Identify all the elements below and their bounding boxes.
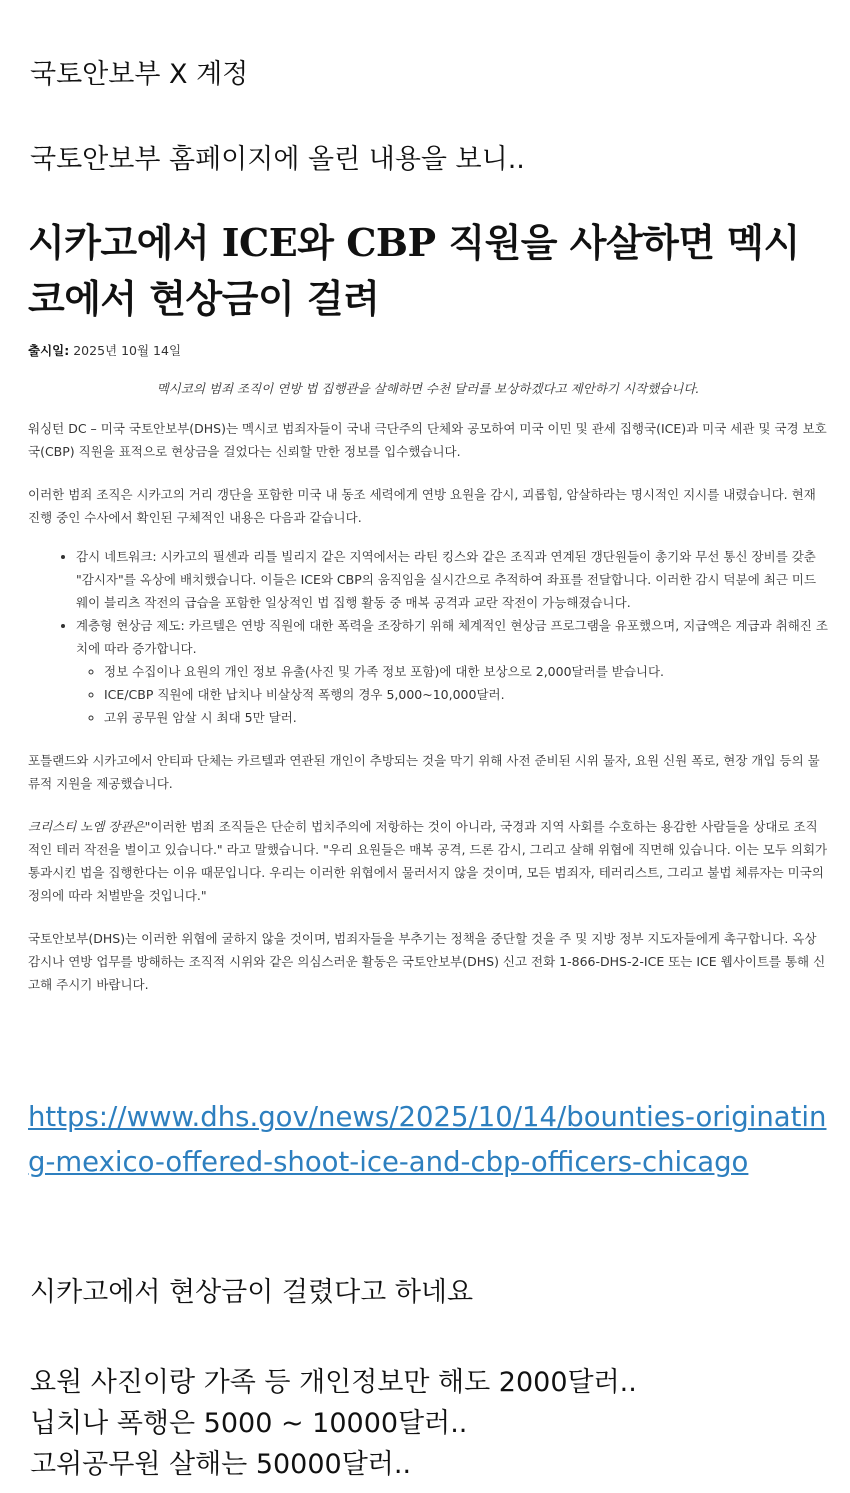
post-header: 국토안보부 X 계정 (30, 59, 249, 90)
article-subtitle: 멕시코의 범죄 조직이 연방 법 집행관을 살해하면 수천 달러를 보상하겠다고 제안하기 시작했습니다. (156, 381, 700, 396)
article-paragraph-3: 포틀랜드와 시카고에서 안티파 단체는 카르텔과 연관된 개인이 추방되는 것을 막기 위해 사전 준비된 시위 물자, 요원 신원 폭로, 현장 개입 등의 물류적 지원을 제공했습니다. (28, 753, 820, 791)
dhs-news-link[interactable]: https://www.dhs.gov/news/2025/10/14/bounties-originating-mexico-offered-shoot-ice-and-cbp-officers-chicago (28, 1101, 827, 1178)
article-paragraph-2: 이러한 범죄 조직은 시카고의 거리 갱단을 포함한 미국 내 동조 세력에게 연방 요원을 감시, 괴롭힘, 암살하라는 명시적인 지시를 내렸습니다. 현재 진행 중인 수사에서 확인된 구체적인 내용은 다음과 같습니다. (28, 487, 816, 525)
release-label: 출시일: (28, 343, 70, 358)
comment-line-4: 고위공무원 살해는 50000달러.. (30, 1449, 412, 1480)
sub-bullet-assault: ◦ ICE/CBP 직원에 대한 납치나 비살상적 폭행의 경우 5,000~10,000달러. (104, 683, 828, 706)
release-date (28, 341, 828, 359)
quote-speaker: 크리스티 노엠 장관은 (28, 819, 145, 834)
bullet-bounty (76, 614, 828, 729)
release-date-value: 2025년 10월 14일 (73, 343, 182, 358)
bullet-surveillance-text: 감시 네트워크: 시카고의 필센과 리틀 빌리지 같은 지역에서는 라틴 킹스와 같은 조직과 연계된 갱단원들이 총기와 무선 통신 장비를 갖춘 "감시자"를 옥상에 배치했습니다. 이들은 ICE와 CBP의 움직임을 실시간으로 추적하여 좌표를 전달합니다. 이러한 감시 덕분에 최근 미드웨이 블리츠 작전의 급습을 포함한 일상적인 법 집행 활동 중 매복 공격과 교란 작전이 가능해졌습니다. (76, 549, 817, 610)
comment-line-3: 닙치나 폭행은 5000 ~ 10000달러.. (30, 1408, 468, 1439)
article-bullet-list (28, 545, 828, 729)
sub-bullet-assassination: ◦ 고위 공무원 암살 시 최대 5만 달러. (104, 706, 828, 729)
bounty-sub-list (76, 660, 828, 729)
article-title: 시카고에서 ICE와 CBP 직원을 사살하면 멕시코에서 현상금이 걸려 (28, 220, 800, 321)
post-intro: 국토안보부 홈페이지에 올린 내용을 보니.. (30, 144, 525, 175)
article-paragraph-4 (28, 815, 828, 907)
comment-line-2: 요원 사진이랑 가족 등 개인정보만 해도 2000달러.. (30, 1367, 637, 1398)
article-paragraph-1: 워싱턴 DC – 미국 국토안보부(DHS)는 멕시코 범죄자들이 국내 극단주의 단체와 공모하여 미국 이민 및 관세 집행국(ICE)과 미국 세관 및 국경 보호국(CBP) 직원을 표적으로 현상금을 걸었다는 신뢰할 만한 정보를 입수했습니다. (28, 421, 827, 459)
comment-line-1: 시카고에서 현상금이 걸렸다고 하네요 (30, 1277, 474, 1308)
bullet-surveillance (76, 545, 828, 614)
sub-bullet-info: ◦ 정보 수집이나 요원의 개인 정보 유출(사진 및 가족 정보 포함)에 대한 보상으로 2,000달러를 받습니다. (104, 660, 828, 683)
article-paragraph-5: 국토안보부(DHS)는 이러한 위협에 굴하지 않을 것이며, 범죄자들을 부추기는 정책을 중단할 것을 주 및 지방 정부 지도자들에게 촉구합니다. 옥상 감시나 연방 업무를 방해하는 조직적 시위와 같은 의심스러운 활동은 국토안보부(DHS) 신고 전화 1-866-DHS-2-ICE 또는 ICE 웹사이트를 통해 신고해 주시기 바랍니다. (28, 931, 826, 992)
bullet-bounty-text: 계층형 현상금 제도: 카르텔은 연방 직원에 대한 폭력을 조장하기 위해 체계적인 현상금 프로그램을 유포했으며, 지급액은 계급과 취해진 조치에 따라 증가합니다. (76, 618, 828, 656)
article-screenshot (28, 215, 828, 996)
quote-text: "이러한 범죄 조직들은 단순히 법치주의에 저항하는 것이 아니라, 국경과 지역 사회를 수호하는 용감한 사람들을 상대로 조직적인 테러 작전을 벌이고 있습니다." 라고 말했습니다. "우리 요원들은 매복 공격, 드론 감시, 그리고 살해 위협에 직면해 있습니다. 이는 모두 의회가 통과시킨 법을 집행한다는 이유 때문입니다. 우리는 이러한 위협에서 물러서지 않을 것이며, 모든 범죄자, 테러리스트, 그리고 불법 체류자는 미국의 정의에 따라 처벌받을 것입니다." (28, 819, 828, 903)
